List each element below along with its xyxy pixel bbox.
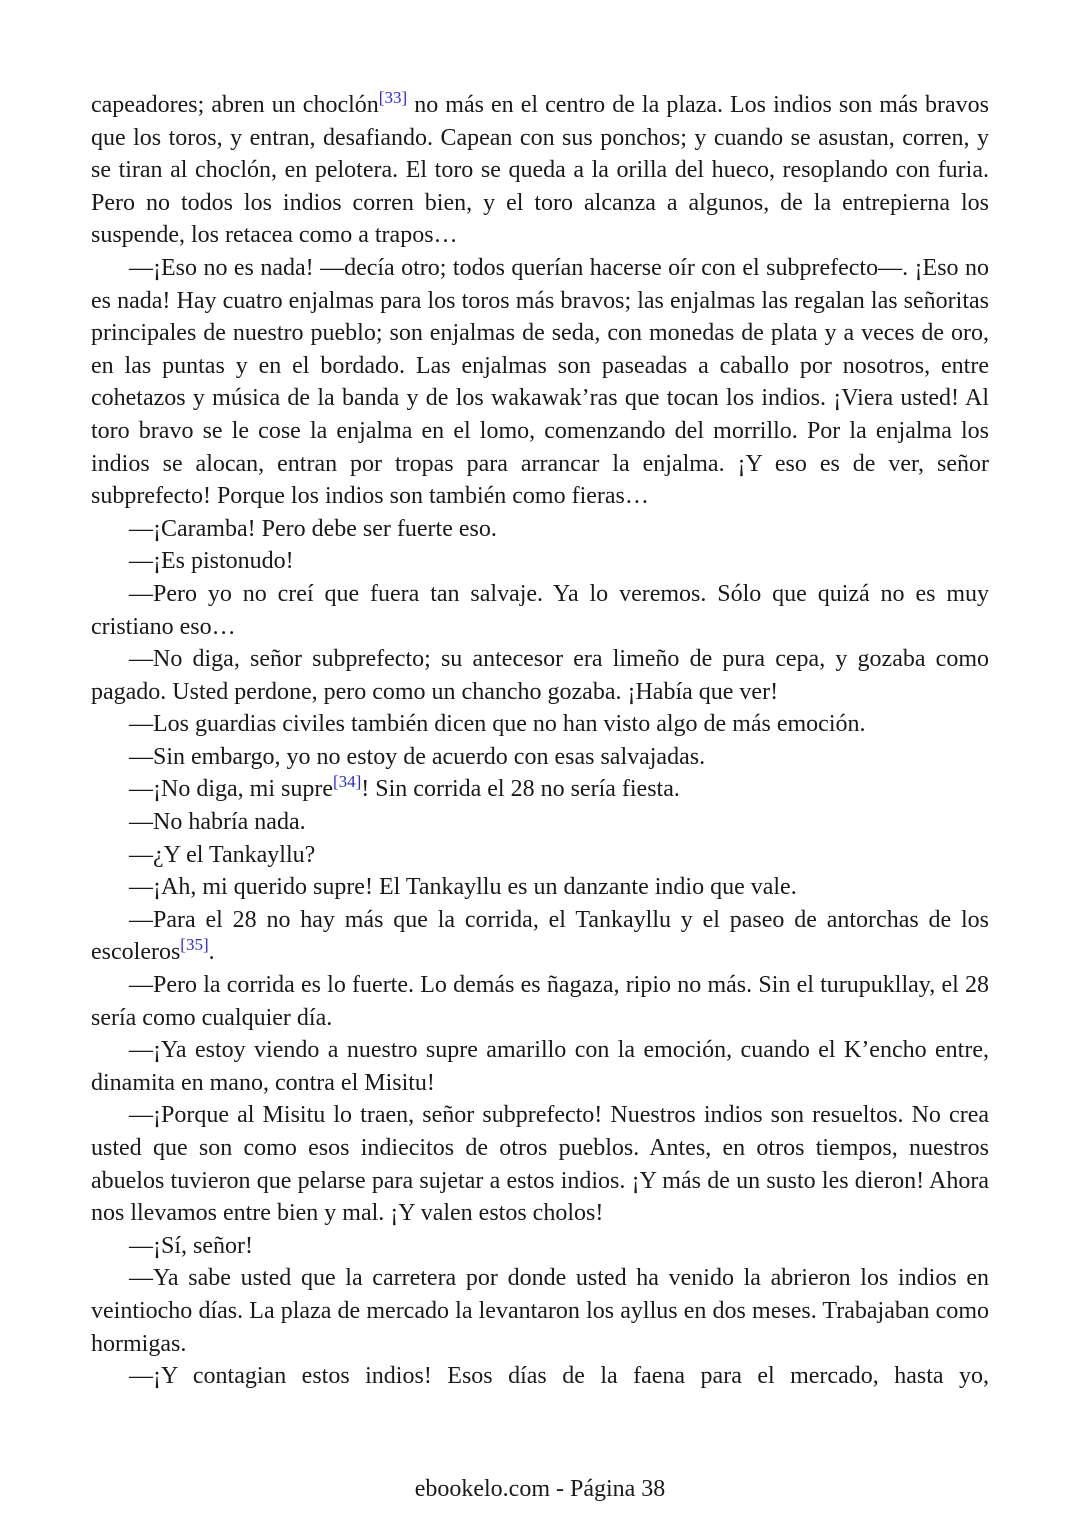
paragraph-text: —Sin embargo, yo no estoy de acuerdo con esas salvajadas.: [129, 743, 706, 770]
paragraph-text: —¿Y el Tankayllu?: [129, 841, 316, 868]
footnote-reference-link[interactable]: [34]: [332, 772, 362, 792]
footer-page-label: ebookelo.com - Página 38: [414, 1476, 666, 1502]
paragraph: [91, 513, 989, 546]
paragraph: [91, 252, 989, 513]
paragraph: [91, 1034, 989, 1099]
paragraph: [91, 643, 989, 708]
paragraph: [91, 904, 989, 969]
paragraph-text: ! Sin corrida el 28 no sería fiesta.: [361, 776, 680, 803]
paragraph-text: —¡Es pistonudo!: [129, 548, 294, 575]
paragraph-text: —¡Caramba! Pero debe ser fuerte eso.: [129, 515, 497, 542]
paragraph-text: —¡No diga, mi supre: [129, 776, 333, 803]
page-footer: [0, 1473, 1080, 1505]
paragraph: [91, 741, 989, 774]
paragraph: [91, 773, 989, 806]
paragraph: [91, 1230, 989, 1263]
paragraph-text: —Ya sabe usted que la carretera por donde usted ha venido la abrieron los indios en veintiocho días. La plaza de mercado la levantaron los ayllus en dos meses. Trabajaban como hormigas.: [91, 1265, 989, 1357]
paragraph-text: —Para el 28 no hay más que la corrida, el Tankayllu y el paseo de antorchas de los escoleros: [91, 906, 989, 966]
paragraph: [91, 839, 989, 872]
paragraph: [91, 1360, 989, 1393]
paragraph: [91, 545, 989, 578]
paragraph: [91, 871, 989, 904]
paragraph-text: —Pero la corrida es lo fuerte. Lo demás es ñagaza, ripio no más. Sin el turupukllay, el 28 sería como cualquier día.: [91, 972, 989, 1031]
paragraph-text: —¡Eso no es nada! —decía otro; todos querían hacerse oír con el subprefecto—. ¡Eso no es nada! Hay cuatro enjalmas para los toros más bravos; las enjalmas las regalan las señoritas principales de nuestro pueblo; son enjalmas de seda, con monedas de plata y a veces de oro, en las puntas y en el bordado. Las enjalmas son paseadas a caballo por nosotros, entre cohetazos y música de la banda y de los wakawak’ras que tocan los indios. ¡Viera usted! Al toro bravo se le cose la enjalma en el lomo, comenzando del morrillo. Por la enjalma los indios se alocan, entran por tropas para arrancar la enjalma. ¡Y eso es de ver, señor subprefecto! Porque los indios son también como fieras…: [91, 254, 989, 510]
paragraph: [91, 1099, 989, 1229]
paragraph-text: —No diga, señor subprefecto; su antecesor era limeño de pura cepa, y gozaba como pagado. Usted perdone, pero como un chancho gozaba. ¡Había que ver!: [91, 646, 989, 705]
paragraph-text: —No habría nada.: [129, 809, 306, 836]
paragraph-text: —¡Y contagian estos indios! Esos días de la faena para el mercado, hasta yo,: [129, 1363, 989, 1390]
paragraph: [91, 578, 989, 643]
paragraph-text: .: [208, 939, 215, 966]
paragraph-text: capeadores; abren un choclón: [91, 92, 379, 118]
paragraph-text: —¡Ah, mi querido supre! El Tankayllu es un danzante indio que vale.: [129, 874, 797, 901]
paragraph: [91, 708, 989, 741]
paragraph: [91, 806, 989, 839]
paragraph-text: —¡Sí, señor!: [129, 1232, 253, 1259]
paragraph-text: no más en el centro de la plaza. Los indios son más bravos que los toros, y entran, desafiando. Capean con sus ponchos; y cuando se asustan, corren, y se tiran al choclón, en pelotera. El toro se queda a la orilla del hueco, resoplando con furia. Pero no todos los indios corren bien, y el toro alcanza a algunos, de la entrepierna los suspende, los retacea como a trapos…: [91, 92, 990, 249]
page-body: [91, 89, 989, 1393]
paragraph-text: —Pero yo no creí que fuera tan salvaje. Ya lo veremos. Sólo que quizá no es muy cristiano eso…: [91, 580, 989, 640]
paragraph: [91, 1262, 989, 1360]
paragraph: [91, 89, 989, 252]
paragraph-text: —Los guardias civiles también dicen que no han visto algo de más emoción.: [129, 711, 866, 738]
footnote-reference-link[interactable]: [33]: [378, 88, 408, 107]
footnote-reference-link[interactable]: [35]: [180, 935, 209, 955]
paragraph-text: —¡Porque al Misitu lo traen, señor subprefecto! Nuestros indios son resueltos. No crea usted que son como esos indiecitos de otros pueblos. Antes, en otros tiempos, nuestros abuelos tuvieron que pelarse para sujetar a estos indios. ¡Y más de un susto les dieron! Ahora nos llevamos entre bien y mal. ¡Y valen estos cholos!: [91, 1102, 989, 1227]
paragraph: [91, 969, 989, 1034]
paragraph-text: —¡Ya estoy viendo a nuestro supre amarillo con la emoción, cuando el K’encho entre, dinamita en mano, contra el Misitu!: [91, 1037, 989, 1096]
